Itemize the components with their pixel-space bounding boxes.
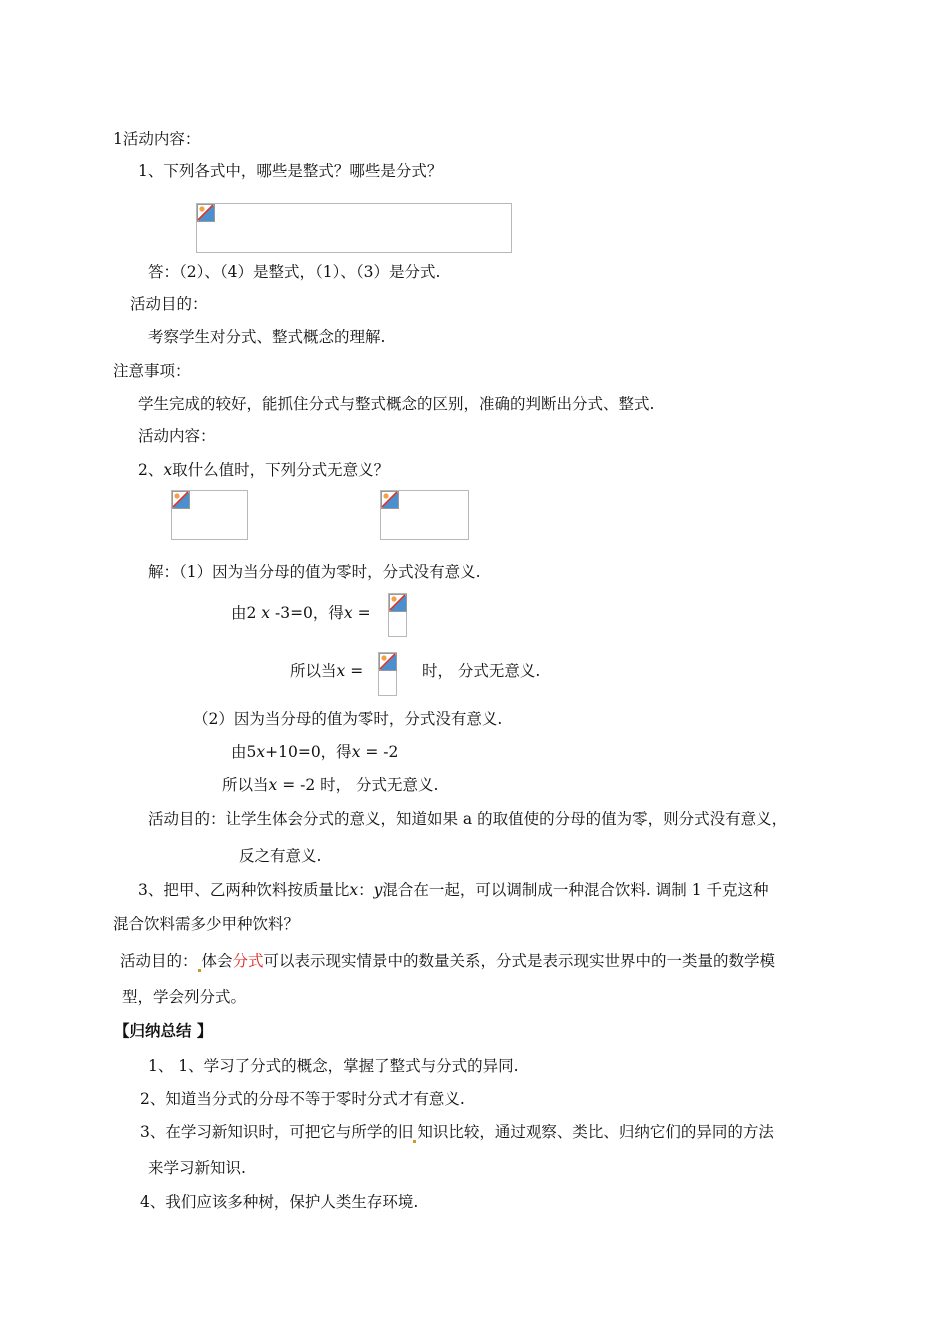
broken-image-icon — [381, 491, 399, 509]
question-1: 1、下列各式中，哪些是整式？哪些是分式？ — [138, 162, 443, 180]
broken-image-icon — [197, 204, 215, 222]
formula-image-3 — [388, 593, 407, 637]
solution-1: 解：（1）因为当分母的值为零时，分式没有意义. — [148, 563, 481, 581]
summary-item-3-cont: 来学习新知识. — [148, 1159, 246, 1177]
summary-title: 【归纳总结 】 — [114, 1021, 213, 1040]
notes-text: 学生完成的较好，能抓住分式与整式概念的区别，准确的判断出分式、整式. — [138, 395, 655, 413]
equation-2: 由5x+10=0，得x = -2 — [231, 743, 399, 761]
summary-item-2: 2、知道当分式的分母不等于零时分式才有意义. — [140, 1090, 465, 1108]
answer-1: 答：（2）、（4）是整式，（1）、（3）是分式. — [148, 263, 441, 281]
marker-dot — [198, 969, 201, 972]
formula-image-2a — [171, 490, 248, 540]
broken-image-icon — [379, 653, 397, 671]
goal-text-3-cont: 型，学会列分式。 — [122, 988, 247, 1006]
conclusion-1: 所以当x = — [290, 662, 364, 680]
goal-text-1: 考察学生对分式、整式概念的理解. — [148, 328, 386, 346]
solution-2: （2）因为当分母的值为零时，分式没有意义. — [193, 710, 503, 728]
conclusion-2: 所以当x = -2 时， 分式无意义. — [222, 776, 439, 794]
notes-label: 注意事项： — [113, 362, 191, 380]
formula-image-1 — [196, 203, 512, 253]
summary-item-3: 3、在学习新知识时，可把它与所学的旧 知识比较，通过观察、类比、归纳它们的异同的方法 — [140, 1123, 774, 1141]
activity-heading: 1活动内容： — [113, 130, 201, 148]
broken-image-icon — [172, 491, 190, 509]
equation-1: 由2 x -3=0，得x = — [231, 604, 371, 622]
goal-text-2-cont: 反之有意义. — [239, 847, 322, 865]
marker-dot — [413, 1140, 416, 1143]
summary-item-1: 1、 1、学习了分式的概念，掌握了整式与分式的异同. — [148, 1057, 519, 1075]
content-label: 活动内容： — [138, 427, 216, 445]
question-3-cont: 混合饮料需多少甲种饮料？ — [113, 915, 300, 933]
summary-item-4: 4、我们应该多种树，保护人类生存环境. — [140, 1193, 419, 1211]
formula-image-2b — [380, 490, 469, 540]
question-3: 3、把甲、乙两种饮料按质量比x：y混合在一起，可以调制成一种混合饮料. 调制 1 千克这种 — [138, 881, 769, 899]
conclusion-1-end: 时， 分式无意义. — [422, 662, 541, 680]
goal-label-1: 活动目的： — [130, 295, 208, 313]
formula-image-4 — [378, 652, 397, 696]
question-2: 2、x取什么值时，下列分式无意义？ — [138, 461, 390, 479]
goal-text-2: 活动目的：让学生体会分式的意义，知道如果 a 的取值使的分母的值为零，则分式没有意义， — [148, 810, 788, 828]
goal-text-3: 活动目的： 体会分式可以表示现实情景中的数量关系，分式是表示现实世界中的一类量的数学模 — [120, 952, 776, 970]
broken-image-icon — [389, 594, 407, 612]
